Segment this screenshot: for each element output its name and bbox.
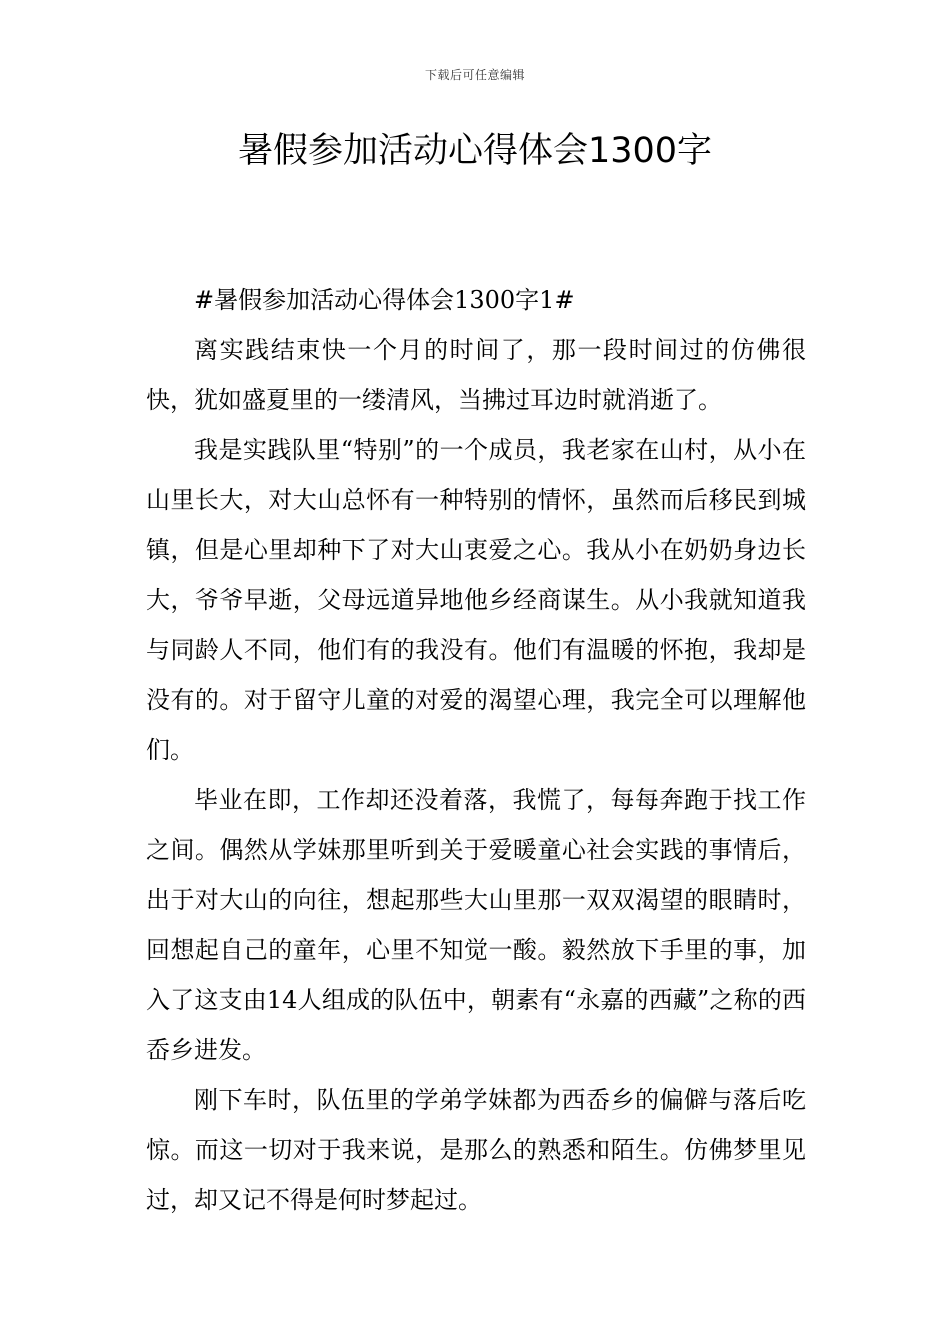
paragraph-4: 刚下车时，队伍里的学弟学妹都为西岙乡的偏僻与落后吃惊。而这一切对于我来说，是那么的熟悉和陌生。仿佛梦里见过，却又记不得是何时梦起过。	[146, 1086, 806, 1214]
page-header-note: 下载后可任意编辑	[424, 68, 525, 82]
section-heading: #暑假参加活动心得体会1300字1#	[194, 286, 575, 314]
paragraph-2: 我是实践队里“特别”的一个成员，我老家在山村，从小在山里长大，对大山总怀有一种特别的情怀，虽然而后移民到城镇，但是心里却种下了对大山衷爱之心。我从小在奶奶身边长大，爷爷早逝，父母远道异地他乡经商谋生。从小我就知道我与同龄人不同，他们有的我没有。他们有温暖的怀抱，我却是没有的。对于留守儿童的对爱的渴望心理，我完全可以理解他们。	[146, 436, 806, 764]
document-body	[146, 275, 806, 1225]
document-title: 暑假参加活动心得体会1300字	[237, 131, 713, 171]
paragraph-3: 毕业在即，工作却还没着落，我慌了，每每奔跑于找工作之间。偶然从学妹那里听到关于爱暖童心社会实践的事情后，出于对大山的向往，想起那些大山里那一双双渴望的眼睛时，回想起自己的童年，心里不知觉一酸。毅然放下手里的事，加入了这支由14人组成的队伍中，朝素有“永嘉的西藏”之称的西岙乡进发。	[146, 786, 806, 1064]
paragraph-1: 离实践结束快一个月的时间了，那一段时间过的仿佛很快，犹如盛夏里的一缕清风，当拂过耳边时就消逝了。	[146, 336, 806, 414]
